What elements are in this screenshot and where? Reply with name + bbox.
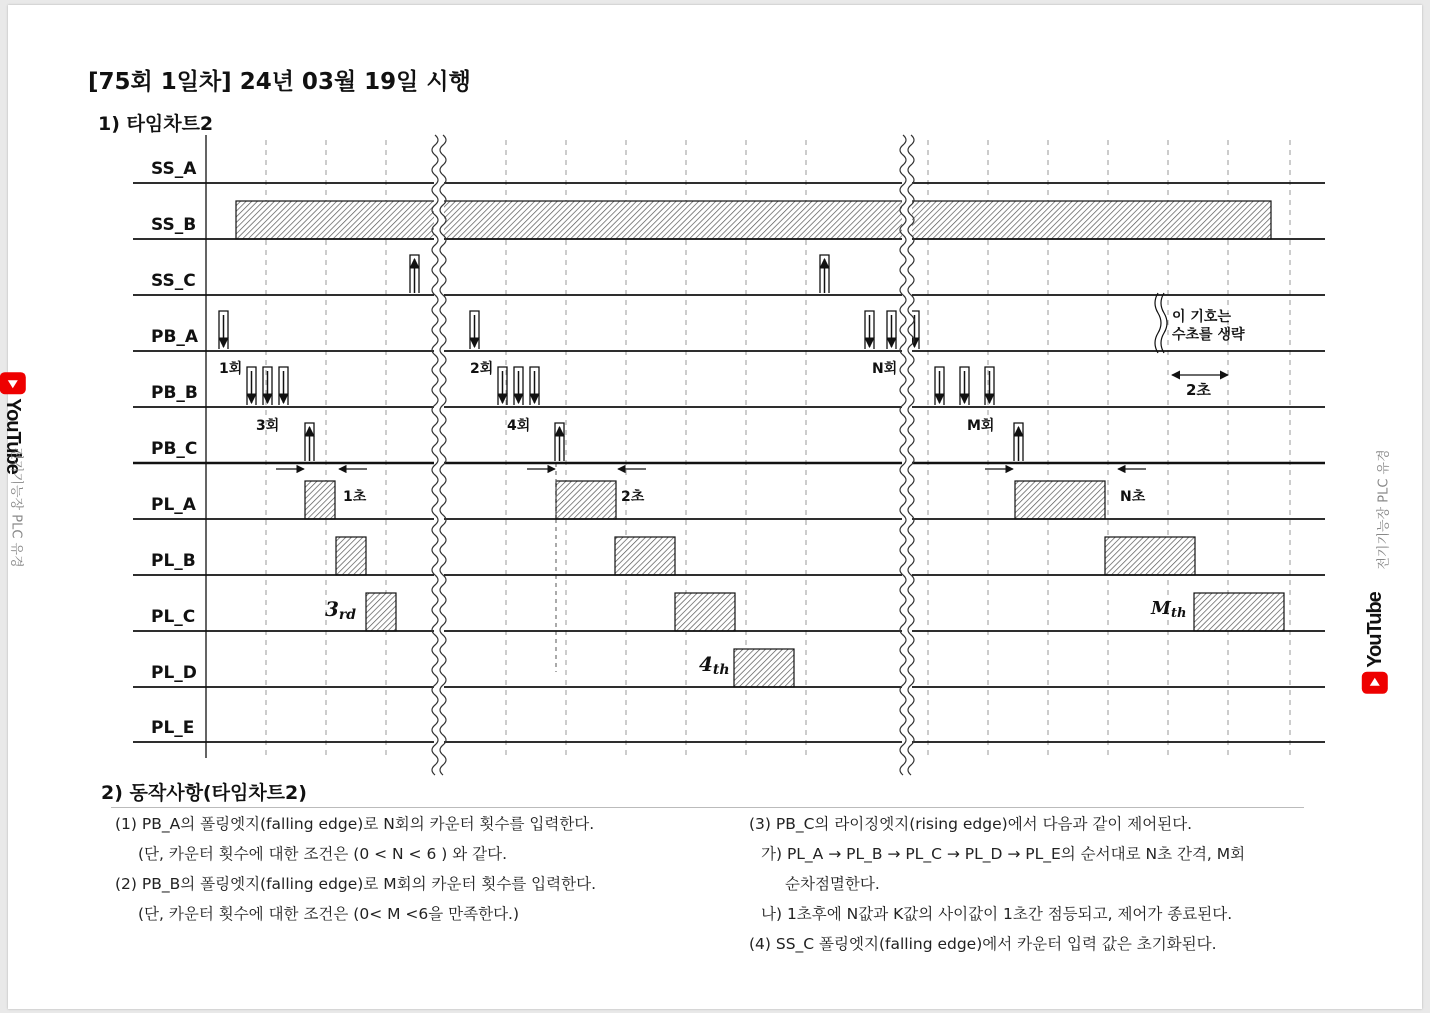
signal-label-pb_b: PB_B bbox=[151, 383, 198, 403]
section-timing-chart-title: 1) 타임차트2 bbox=[98, 113, 214, 135]
break-legend-symbol-2 bbox=[1161, 293, 1167, 353]
desc-right-2: 가) PL_A → PL_B → PL_C → PL_D → PL_E의 순서대로 N초 간격, M회 bbox=[761, 845, 1246, 863]
signal-label-ss_c: SS_C bbox=[151, 271, 196, 291]
label-sec-2: 2초 bbox=[621, 489, 645, 505]
pl-c-block bbox=[1194, 593, 1284, 631]
desc-right-5: (4) SS_C 폴링엣지(falling edge)에서 카운터 입력 값은 초기화된다. bbox=[749, 935, 1217, 953]
channel-name-right: 전기기능장 PLC 유경 bbox=[1376, 449, 1392, 570]
pl-b-block bbox=[1105, 537, 1195, 575]
label-count-4: 4회 bbox=[507, 418, 531, 434]
pl-b-block bbox=[615, 537, 675, 575]
pl-c-block bbox=[366, 593, 396, 631]
label-count-2: 2회 bbox=[470, 361, 494, 377]
desc-left-3: (2) PB_B의 폴링엣지(falling edge)로 M회의 카운터 횟수를 입력한다. bbox=[115, 875, 597, 893]
ordinal-3rd: 3rd bbox=[325, 597, 357, 623]
channel-name-left: 전기기능장 PLC 유경 bbox=[8, 447, 24, 568]
pl-c-block bbox=[675, 593, 735, 631]
label-count-3: 3회 bbox=[256, 418, 280, 434]
desc-right-1: (3) PB_C의 라이징엣지(rising edge)에서 다음과 같이 제어된다. bbox=[749, 815, 1193, 833]
waveforms bbox=[219, 201, 1284, 687]
youtube-brand: YouTube bbox=[1363, 592, 1386, 668]
label-sec-n: N초 bbox=[1120, 489, 1146, 505]
note-line-1: 이 기호는 bbox=[1172, 309, 1231, 325]
youtube-brand: YouTube bbox=[2, 398, 25, 474]
signal-label-pl_b: PL_B bbox=[151, 551, 196, 571]
label-count-1: 1회 bbox=[219, 361, 243, 377]
break-legend-symbol bbox=[1155, 293, 1161, 353]
desc-left-4: (단, 카운터 횟수에 대한 조건은 (0< M <6을 만족한다.) bbox=[138, 905, 520, 923]
document-title: [75회 1일차] 24년 03월 19일 시행 bbox=[88, 69, 471, 95]
pl-a-block bbox=[305, 481, 335, 519]
section-operation-title: 2) 동작사항(타임차트2) bbox=[101, 782, 307, 804]
youtube-watermark-right bbox=[1363, 440, 1412, 700]
desc-left-2: (단, 카운터 횟수에 대한 조건은 (0 < N < 6 ) 와 같다. bbox=[138, 845, 508, 863]
pl-d-block bbox=[734, 649, 794, 687]
note-line-2: 수초를 생략 bbox=[1172, 327, 1245, 343]
desc-left-1: (1) PB_A의 폴링엣지(falling edge)로 N회의 카운터 횟수를 입력한다. bbox=[115, 815, 595, 833]
label-sec-2-legend: 2초 bbox=[1186, 381, 1211, 399]
label-sec-1: 1초 bbox=[343, 489, 367, 505]
signal-label-pl_d: PL_D bbox=[151, 663, 197, 683]
ordinal-mth: Mth bbox=[1151, 598, 1187, 621]
pl-b-block bbox=[336, 537, 366, 575]
label-count-m: M회 bbox=[967, 418, 995, 434]
desc-right-4: 나) 1초후에 N값과 K값의 사이값이 1초간 점등되고, 제어가 종료된다. bbox=[761, 905, 1233, 923]
signal-label-pb_a: PB_A bbox=[151, 327, 199, 347]
signal-label-ss_b: SS_B bbox=[151, 215, 197, 235]
ss-b-on-block bbox=[236, 201, 1271, 239]
ordinal-4th: 4th bbox=[699, 652, 730, 678]
youtube-play-icon bbox=[1362, 672, 1388, 694]
signal-label-pb_c: PB_C bbox=[151, 439, 198, 459]
pl-a-block bbox=[556, 481, 616, 519]
signal-label-pl_a: PL_A bbox=[151, 495, 196, 515]
label-count-n: N회 bbox=[872, 361, 898, 377]
signal-label-pl_e: PL_E bbox=[151, 718, 195, 738]
pl-a-block bbox=[1015, 481, 1105, 519]
desc-right-3: 순차점멸한다. bbox=[785, 875, 880, 893]
signal-label-pl_c: PL_C bbox=[151, 607, 196, 627]
youtube-watermark-left bbox=[2, 318, 50, 578]
youtube-play-icon bbox=[0, 372, 26, 394]
signal-label-ss_a: SS_A bbox=[151, 159, 197, 179]
